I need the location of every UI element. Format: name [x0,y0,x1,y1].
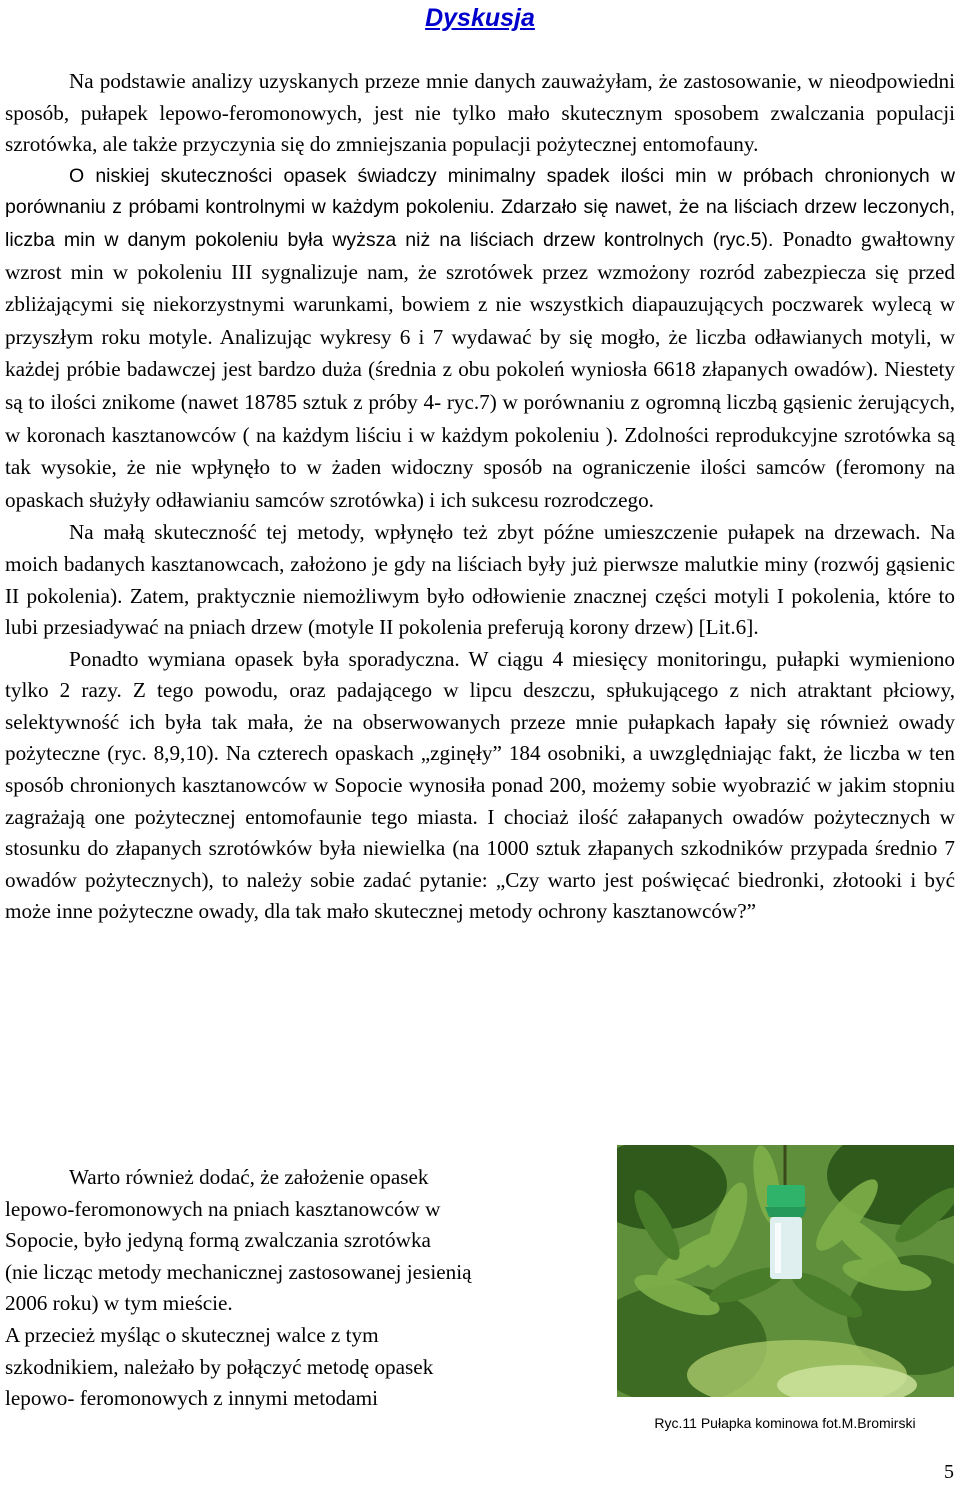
text-line: Sopocie, było jedyną formą zwalczania szrotówka [5,1228,431,1253]
paragraph-generation-text: Ponadto gwałtowny wzrost min w pokoleniu III sygnalizuje nam, że szrotówek przez wzmożony rozród zabezpiecza się przed zbliżającymi się niekorzystnymi warunkami, bowiem z nie wszystkich diapauzujących poczwarek wylecą w przyszłym roku motyle. Analizując wykresy 6 i 7 wydawać by się mogło, że liczba odławianych motyli, w każdej próbie badawczej jest bardzo duża (średnia z obu pokoleń wyniosła 6618 złapanych owadów). Niestety są to ilości znikome (nawet 18785 sztuk z próby 4- ryc.7) w porównaniu z ogromną liczbą gąsienic żerujących, w koronach kasztanowców ( na każdym liściu i w każdym pokoleniu ). Zdolności reprodukcyjne szrotówka są tak wysokie, że nie wpłynęło to w żaden widoczny sposób na ograniczenie ilości samców (feromony na opaskach służyły odławianiu samców szrotówka) i ich sukcesu rozrodczego. [5,226,956,512]
photo-illustration [617,1145,954,1397]
text-line: (nie licząc metody mechanicznej zastosowanej jesienią [5,1259,472,1284]
paragraph-effectiveness [5,161,955,518]
text-line: szkodnikiem, należało by połączyć metodę opasek [5,1354,434,1379]
lower-text [5,1162,605,1415]
paragraph-replacement: Ponadto wymiana opasek była sporadyczna. W ciągu 4 miesięcy monitoringu, pułapki wymieniono tylko 2 razy. Z tego powodu, oraz padającego w lipcu deszczu, spłukującego z nich atraktant płciowy, selektywność ich była tak mała, że na obserwowanych przeze mnie pułapkach łapały się również owady pożyteczne (ryc. 8,9,10). Na czterech opaskach „zginęły” 184 osobniki, a uwzględniając fakt, że liczba w ten sposób chronionych kasztanowców w Sopocie wynosiła ponad 200, możemy sobie wyobrazić w jakim stopniu zagrażają one pożytecznej entomofaunie tego miasta. I chociaż ilość załapanych owadów pożytecznych w stosunku do złapanych szrotówków była niewielka (na 1000 sztuk złapanych szkodników przypada średnio 7 owadów pożytecznych), to należy sobie zadać pytanie: „Czy warto jest poświęcać biedronki, złotooki i być może inne pożyteczne owady, dla tak mało skutecznej metody ochrony kasztanowców?” [5,646,955,924]
paragraph-conclusion [5,1320,605,1415]
body-text [5,66,955,928]
paragraph-intro-text: Na podstawie analizy uzyskanych przeze mnie danych zauważyłam, że zastosowanie, w nieodpowiedni sposób, pułapek lepowo-feromonowych, jest nie tylko mało skutecznym sposobem zwalczania populacji szrotówka, ale także przyczynia się do zmniejszania populacji pożytecznej entomofauny. [5,69,955,157]
text-line: lepowo- feromonowych z innymi metodami [5,1386,379,1411]
text-line: lepowo-feromonowych na pniach kasztanowców w [5,1196,441,1221]
paragraph-timing: Na małą skuteczność tej metody, wpłynęło też zbyt późne umieszczenie pułapek na drzewach. Na moich badanych kasztanowcach, założono je gdy na liściach były już pierwsze malutkie miny (rozwój gąsienic II pokolenia). Zatem, praktycznie niemożliwym było odłowienie znacznej części motyli I pokolenia, które to lubi przesiadywać na pniach drzew (motyle II pokolenia preferują korony drzew) [Lit.6]. [5,520,955,640]
text-line: 2006 roku) w tym mieście. [5,1291,233,1316]
paragraph-effectiveness-text: O niskiej skuteczności opasek świadczy minimalny spadek ilości min w próbach chronionych w porównaniu z próbami kontrolnymi w każdym pokoleniu. Zdarzało się nawet, że na liściach drzew leczonych, liczba min w danym pokoleniu była wyższa niż na liściach drzew kontrolnych (ryc.5). [5,164,955,251]
paragraph-sopot [5,1162,605,1320]
text-line: Warto również dodać, że założenie opasek [69,1165,429,1189]
section-heading: Dyskusja [425,4,535,32]
trap-photo [617,1145,954,1397]
text-line: A przecież myśląc o skutecznej walce z tym [5,1322,379,1347]
page-number: 5 [944,1461,954,1483]
paragraph-intro [5,66,955,161]
figure-caption: Ryc.11 Pułapka kominowa fot.M.Bromirski [654,1415,916,1431]
